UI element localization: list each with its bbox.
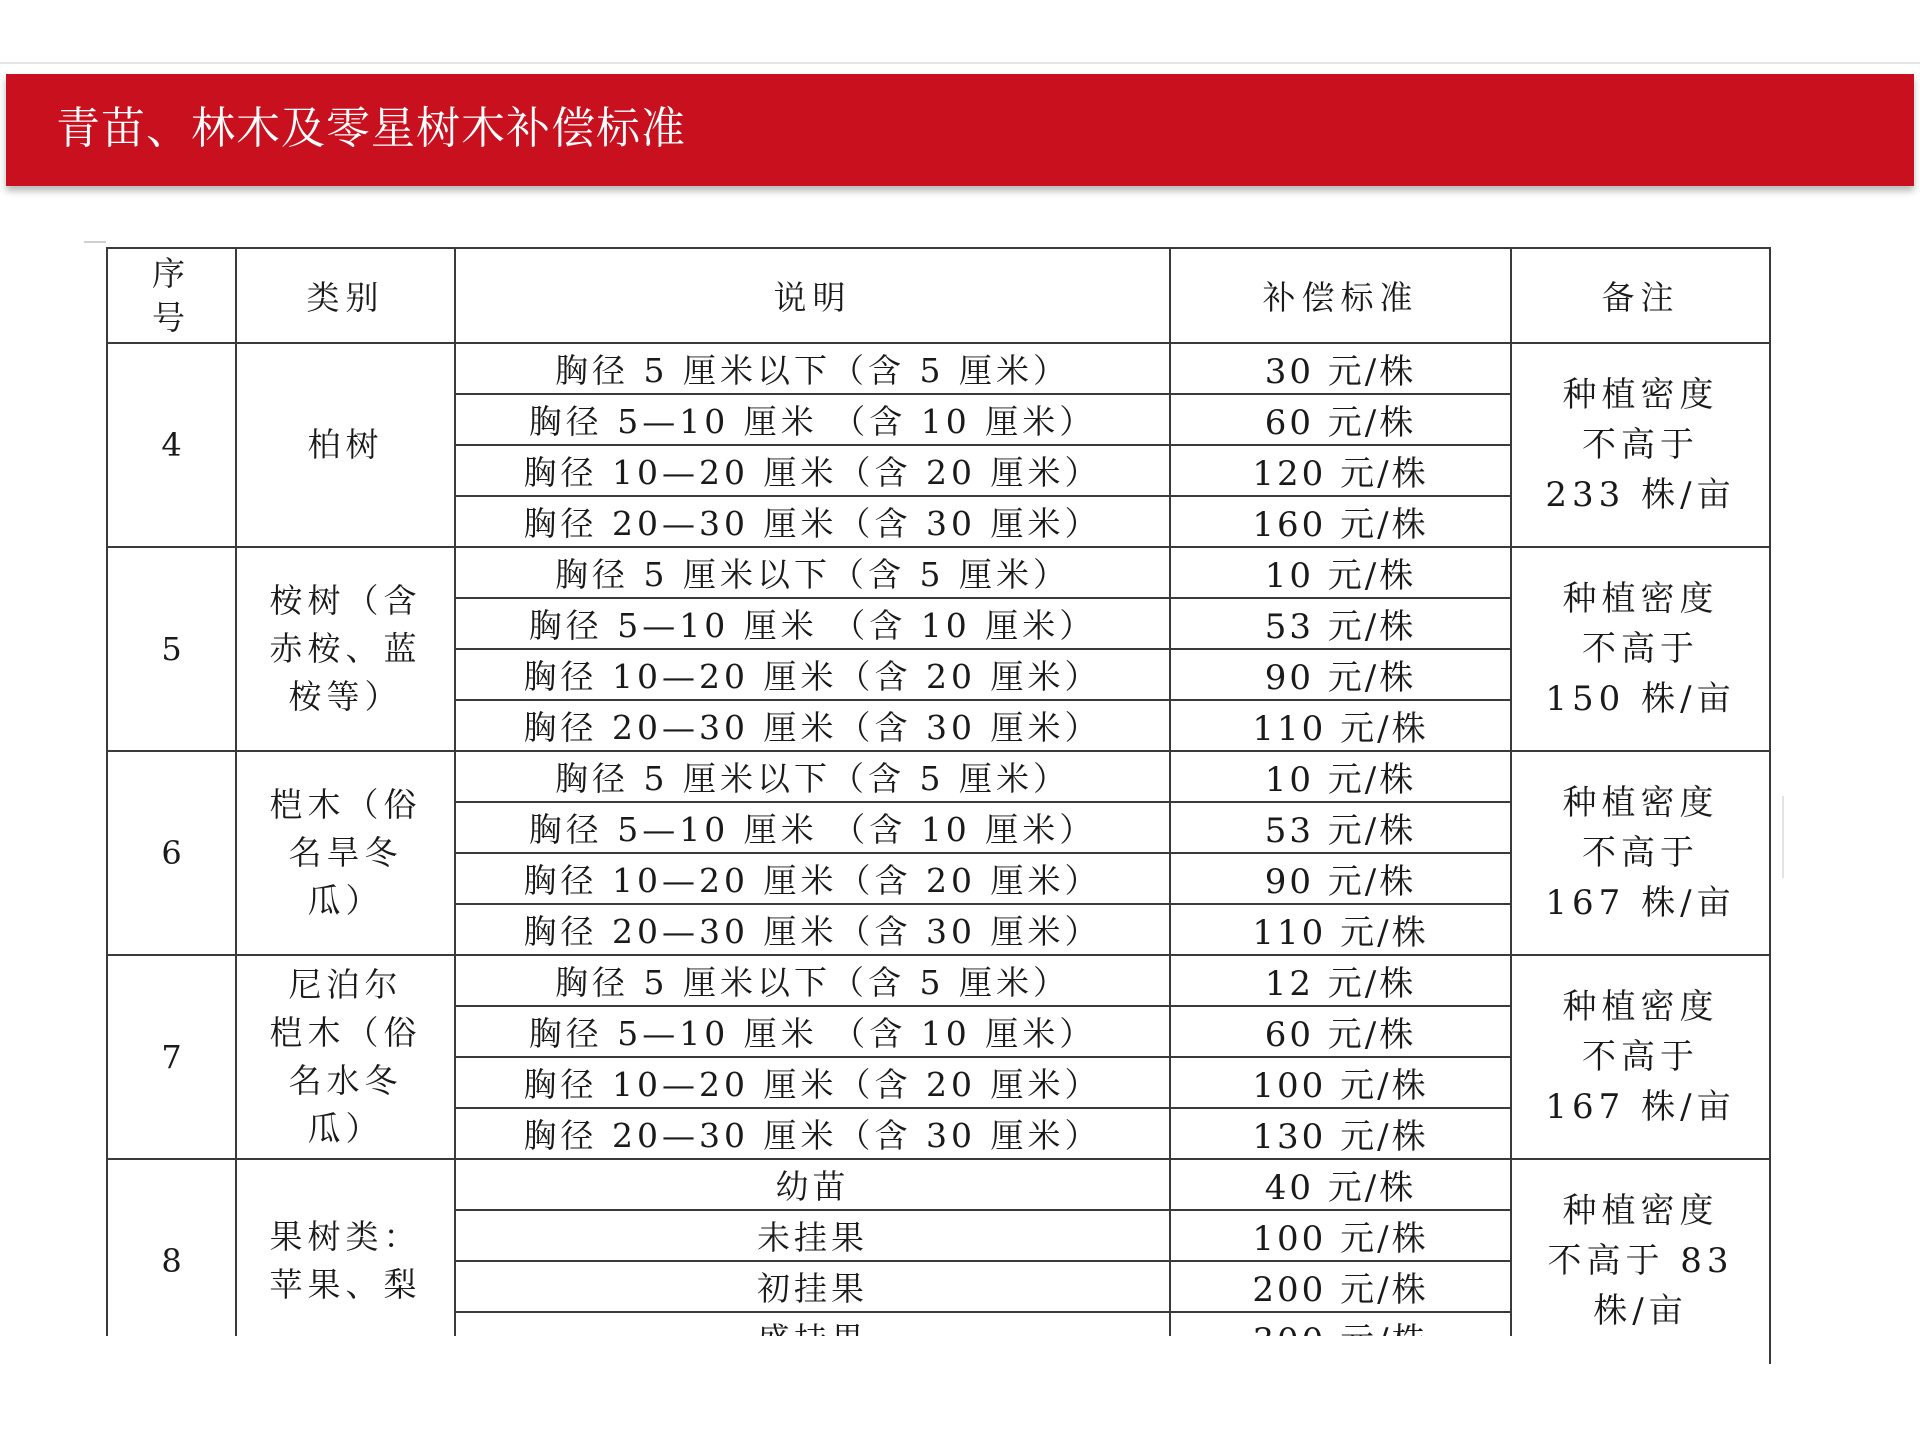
- description-cell: 胸径 5 厘米以下（含 5 厘米）: [455, 955, 1170, 1006]
- seq-cell: 5: [107, 547, 236, 751]
- price-cell: 120 元/株: [1170, 445, 1511, 496]
- price-cell: 53 元/株: [1170, 802, 1511, 853]
- right-edge-mark: [1782, 796, 1784, 878]
- description-cell: 胸径 10—20 厘米（含 20 厘米）: [455, 1057, 1170, 1108]
- price-cell: 160 元/株: [1170, 496, 1511, 547]
- description-cell: 胸径 10—20 厘米（含 20 厘米）: [455, 649, 1170, 700]
- table-row: [107, 955, 1770, 1006]
- description-cell: 胸径 5—10 厘米 （含 10 厘米）: [455, 802, 1170, 853]
- price-cell: 90 元/株: [1170, 853, 1511, 904]
- description-cell: 胸径 20—30 厘米（含 30 厘米）: [455, 496, 1170, 547]
- description-cell: 胸径 20—30 厘米（含 30 厘米）: [455, 904, 1170, 955]
- table-row: [107, 751, 1770, 802]
- price-cell: 60 元/株: [1170, 394, 1511, 445]
- price-cell: 200 元/株: [1170, 1261, 1511, 1312]
- description-cell: 胸径 10—20 厘米（含 20 厘米）: [455, 853, 1170, 904]
- table-corner-mark: [84, 241, 106, 243]
- price-cell: 60 元/株: [1170, 1006, 1511, 1057]
- description-cell: 未挂果: [455, 1210, 1170, 1261]
- description-cell: 胸径 5—10 厘米 （含 10 厘米）: [455, 1006, 1170, 1057]
- seq-cell: 6: [107, 751, 236, 955]
- price-cell: 110 元/株: [1170, 700, 1511, 751]
- price-cell: 100 元/株: [1170, 1210, 1511, 1261]
- price-cell: 100 元/株: [1170, 1057, 1511, 1108]
- category-cell: 果树类： 苹果、梨: [236, 1159, 455, 1363]
- price-cell: 10 元/株: [1170, 547, 1511, 598]
- seq-cell: 4: [107, 343, 236, 547]
- note-cell: 种植密度 不高于 167 株/亩: [1511, 955, 1770, 1159]
- note-cell: 种植密度 不高于 83 株/亩: [1511, 1159, 1770, 1363]
- price-cell: 130 元/株: [1170, 1108, 1511, 1159]
- description-cell: 胸径 5—10 厘米 （含 10 厘米）: [455, 598, 1170, 649]
- table-header-row: [107, 248, 1770, 343]
- description-cell: 幼苗: [455, 1159, 1170, 1210]
- description-cell: 胸径 5 厘米以下（含 5 厘米）: [455, 547, 1170, 598]
- price-cell: 90 元/株: [1170, 649, 1511, 700]
- description-cell: 胸径 10—20 厘米（含 20 厘米）: [455, 445, 1170, 496]
- description-cell: 胸径 20—30 厘米（含 30 厘米）: [455, 1108, 1170, 1159]
- header-category: 类别: [236, 248, 455, 343]
- category-cell: 桉树（含 赤桉、蓝 桉等）: [236, 547, 455, 751]
- top-divider-line: [0, 62, 1920, 64]
- note-cell: 种植密度 不高于 167 株/亩: [1511, 751, 1770, 955]
- table-row: [107, 343, 1770, 394]
- header-seq: 序 号: [107, 248, 236, 343]
- seq-cell: 8: [107, 1159, 236, 1363]
- table-crop-mask: [106, 1336, 1769, 1440]
- price-cell: 53 元/株: [1170, 598, 1511, 649]
- description-cell: 胸径 5—10 厘米 （含 10 厘米）: [455, 394, 1170, 445]
- header-standard: 补偿标准: [1170, 248, 1511, 343]
- page-title: 青苗、林木及零星树木补偿标准: [56, 103, 686, 154]
- category-cell: 桤木（俗 名旱冬 瓜）: [236, 751, 455, 955]
- category-cell: 尼泊尔 桤木（俗 名水冬 瓜）: [236, 955, 455, 1159]
- price-cell: 40 元/株: [1170, 1159, 1511, 1210]
- table-row: [107, 1159, 1770, 1210]
- title-banner: [6, 74, 1914, 186]
- price-cell: 12 元/株: [1170, 955, 1511, 1006]
- note-cell: 种植密度 不高于 233 株/亩: [1511, 343, 1770, 547]
- price-cell: 110 元/株: [1170, 904, 1511, 955]
- compensation-table: [106, 247, 1771, 1364]
- description-cell: 胸径 5 厘米以下（含 5 厘米）: [455, 343, 1170, 394]
- table-row: [107, 547, 1770, 598]
- price-cell: 30 元/株: [1170, 343, 1511, 394]
- seq-cell: 7: [107, 955, 236, 1159]
- category-cell: 柏树: [236, 343, 455, 547]
- description-cell: 胸径 5 厘米以下（含 5 厘米）: [455, 751, 1170, 802]
- price-cell: 10 元/株: [1170, 751, 1511, 802]
- header-note: 备注: [1511, 248, 1770, 343]
- note-cell: 种植密度 不高于 150 株/亩: [1511, 547, 1770, 751]
- header-description: 说明: [455, 248, 1170, 343]
- description-cell: 初挂果: [455, 1261, 1170, 1312]
- description-cell: 胸径 20—30 厘米（含 30 厘米）: [455, 700, 1170, 751]
